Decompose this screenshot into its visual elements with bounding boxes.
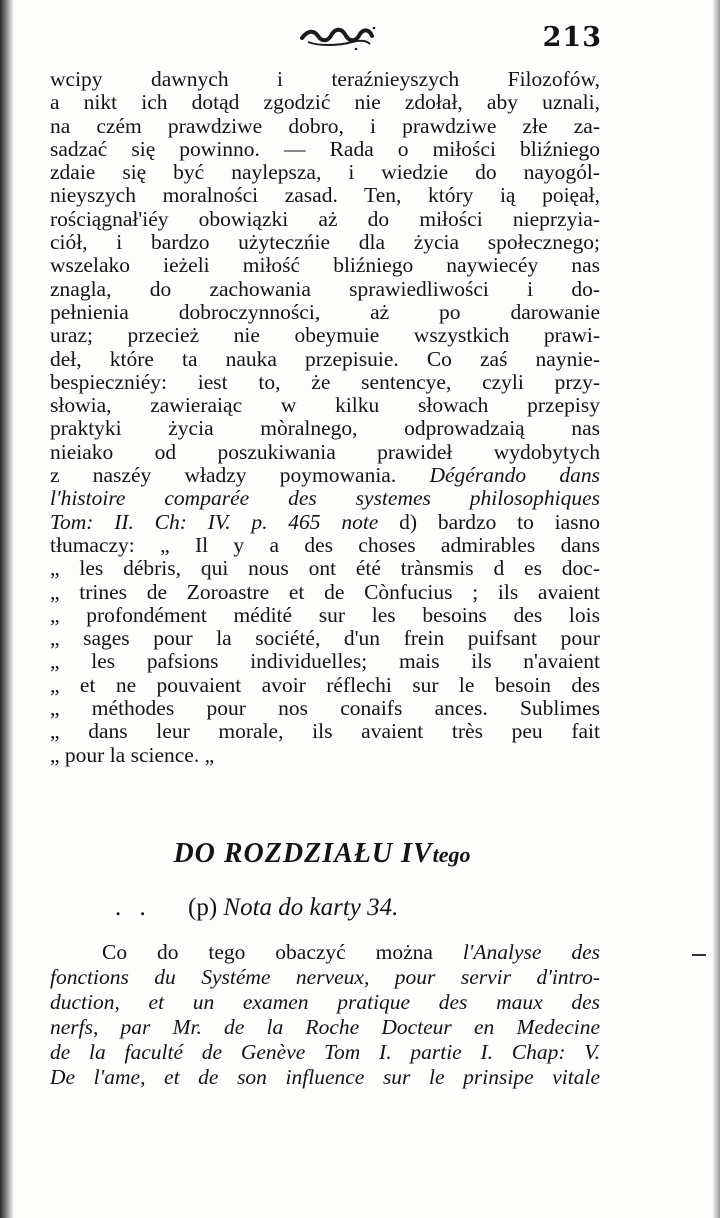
- body-line: [50, 231, 600, 254]
- body-line: [50, 650, 600, 673]
- body-line-text: „ dans leur morale, ils avaient très peu fait: [50, 719, 600, 744]
- body-line-text: „ les pafsions individuelles; mais ils n'avaient: [50, 649, 600, 674]
- note-line-text: de la faculté de Genève Tom I. partie I. Chap: V.: [50, 1040, 600, 1064]
- body-line-italic-tail: Dégérando dans: [429, 463, 600, 488]
- body-line: [50, 301, 600, 324]
- body-line: [50, 511, 600, 534]
- body-line-text: sadzać się powinno. — Rada o miłości bliźniego: [50, 136, 600, 161]
- body-line: [50, 138, 600, 161]
- body-line-normal-tail: d) bardzo to iasno: [399, 509, 601, 534]
- chapter-heading-suffix: tego: [432, 842, 471, 867]
- margin-dash-mark: [692, 954, 706, 956]
- body-line: [50, 441, 600, 464]
- body-line: [50, 184, 600, 207]
- body-line: [50, 464, 600, 487]
- note-line-text: duction, et un examen pratique des maux des: [50, 990, 600, 1014]
- body-line: [50, 744, 600, 767]
- note-line-text: Co do tego obaczyć można: [102, 940, 433, 964]
- body-line: [50, 91, 600, 114]
- page-edge-shadow: [712, 0, 720, 1218]
- body-line: [50, 254, 600, 277]
- note-line-text: fonctions du Systéme nerveux, pour servir d'intro-: [50, 965, 600, 989]
- note-line: [50, 1065, 600, 1090]
- body-line: [50, 371, 600, 394]
- body-line-text: a nikt ich dotąd zgodzić nie zdołał, aby uznali,: [50, 90, 600, 115]
- body-line: [50, 557, 600, 580]
- body-line: [50, 394, 600, 417]
- body-line-text: uraz; przecież nie obeymuie wszystkich prawi-: [50, 323, 600, 348]
- note-line-text: De l'ame, et de son influence sur le prinsipe vitale: [50, 1065, 600, 1089]
- note-reference-text: Nota do karty 34.: [223, 894, 399, 921]
- chapter-heading: [132, 838, 512, 870]
- printer-flourish-ornament-icon: [298, 22, 376, 50]
- note-line: [50, 940, 600, 965]
- body-line-text: ciół, i bardzo użyteczńie dla życia społecznego;: [50, 230, 600, 255]
- body-line-text: l'histoire comparée des systemes philosophiques: [50, 486, 600, 511]
- body-line: [50, 581, 600, 604]
- note-reference: [115, 894, 515, 922]
- body-line-text: praktyki życia mòralnego, odprowadzaią nas: [50, 416, 600, 441]
- body-line-text: zdaie się być naylepsza, i wiedzie do nayogól-: [50, 160, 600, 185]
- note-line: [50, 965, 600, 990]
- body-line: [50, 68, 600, 91]
- note-text-block: [50, 940, 600, 1090]
- body-line: [50, 697, 600, 720]
- body-line: [50, 278, 600, 301]
- body-line: [50, 674, 600, 697]
- body-line-text: wcipy dawnych i teraźnieyszych Filozofów,: [50, 67, 600, 91]
- note-line: [50, 990, 600, 1015]
- body-line-text: „ profondément médité sur les besoins des lois: [50, 602, 600, 627]
- body-line-text: na czém prawdziwe dobro, i prawdziwe złe za-: [50, 113, 600, 138]
- body-line: [50, 348, 600, 371]
- body-line: [50, 161, 600, 184]
- note-reference-label: (p): [188, 894, 218, 921]
- body-line: [50, 324, 600, 347]
- body-line-text: z naszéy władzy poymowania.: [50, 463, 397, 488]
- body-line-text: znagla, do zachowania sprawiedliwości i do-: [50, 276, 600, 301]
- note-line: [50, 1015, 600, 1040]
- body-line-text: „ pour la science. „: [50, 742, 215, 767]
- body-line-text: „ trines de Zoroastre et de Cònfucius ; ils avaient: [50, 579, 600, 604]
- body-line-text: Tom: II. Ch: IV. p. 465 note: [50, 509, 379, 534]
- body-line-text: „ sages pour la société, d'un frein puifsant pour: [50, 626, 600, 651]
- note-reference-dots: . .: [115, 894, 152, 921]
- body-line-text: tłumaczy: „ Il y a des choses admirables dans: [50, 532, 600, 557]
- body-line: [50, 487, 600, 510]
- main-text-block: [50, 68, 600, 767]
- body-line-text: nieyszych moralności zasad. Ten, który ią poięał,: [50, 183, 600, 208]
- body-line: [50, 627, 600, 650]
- body-line: [50, 115, 600, 138]
- body-line-text: rościągnał'iéy obowiązki aż do miłości nieprzyia-: [50, 206, 600, 231]
- note-line-italic-tail: l'Analyse des: [462, 940, 601, 964]
- body-line: [50, 534, 600, 557]
- body-line-text: deł, które ta nauka przepisuie. Co zaś naynie-: [50, 346, 600, 371]
- page-gutter-shadow: [0, 0, 14, 1218]
- body-line: [50, 604, 600, 627]
- chapter-heading-main: DO ROZDZIAŁU IV: [173, 838, 433, 869]
- note-line: [50, 1040, 600, 1065]
- body-line-text: pełnienia dobroczynności, aż po darowanie: [50, 299, 600, 324]
- note-line-text: nerfs, par Mr. de la Roche Docteur en Medecine: [50, 1015, 600, 1039]
- body-line-text: bespieczniéy: iest to, że sentencye, czyli przy-: [50, 369, 600, 394]
- body-line-text: „ méthodes pour nos conaifs ances. Sublimes: [50, 696, 600, 721]
- body-line-text: „ et ne pouvaient avoir réflechi sur le besoin des: [50, 672, 600, 697]
- body-line: [50, 720, 600, 743]
- body-line-text: wszelako ieżeli miłość bliźniego naywiecéy nas: [50, 253, 600, 278]
- body-line-text: słowia, zawieraiąc w kilku słowach przepisy: [50, 393, 600, 418]
- page-number: 213: [542, 22, 602, 53]
- body-line: [50, 417, 600, 440]
- body-line: [50, 208, 600, 231]
- body-line-text: nieiako od poszukiwania prawideł wydobytych: [50, 439, 600, 464]
- body-line-text: „ les débris, qui nous ont été trànsmis d es doc-: [50, 556, 600, 581]
